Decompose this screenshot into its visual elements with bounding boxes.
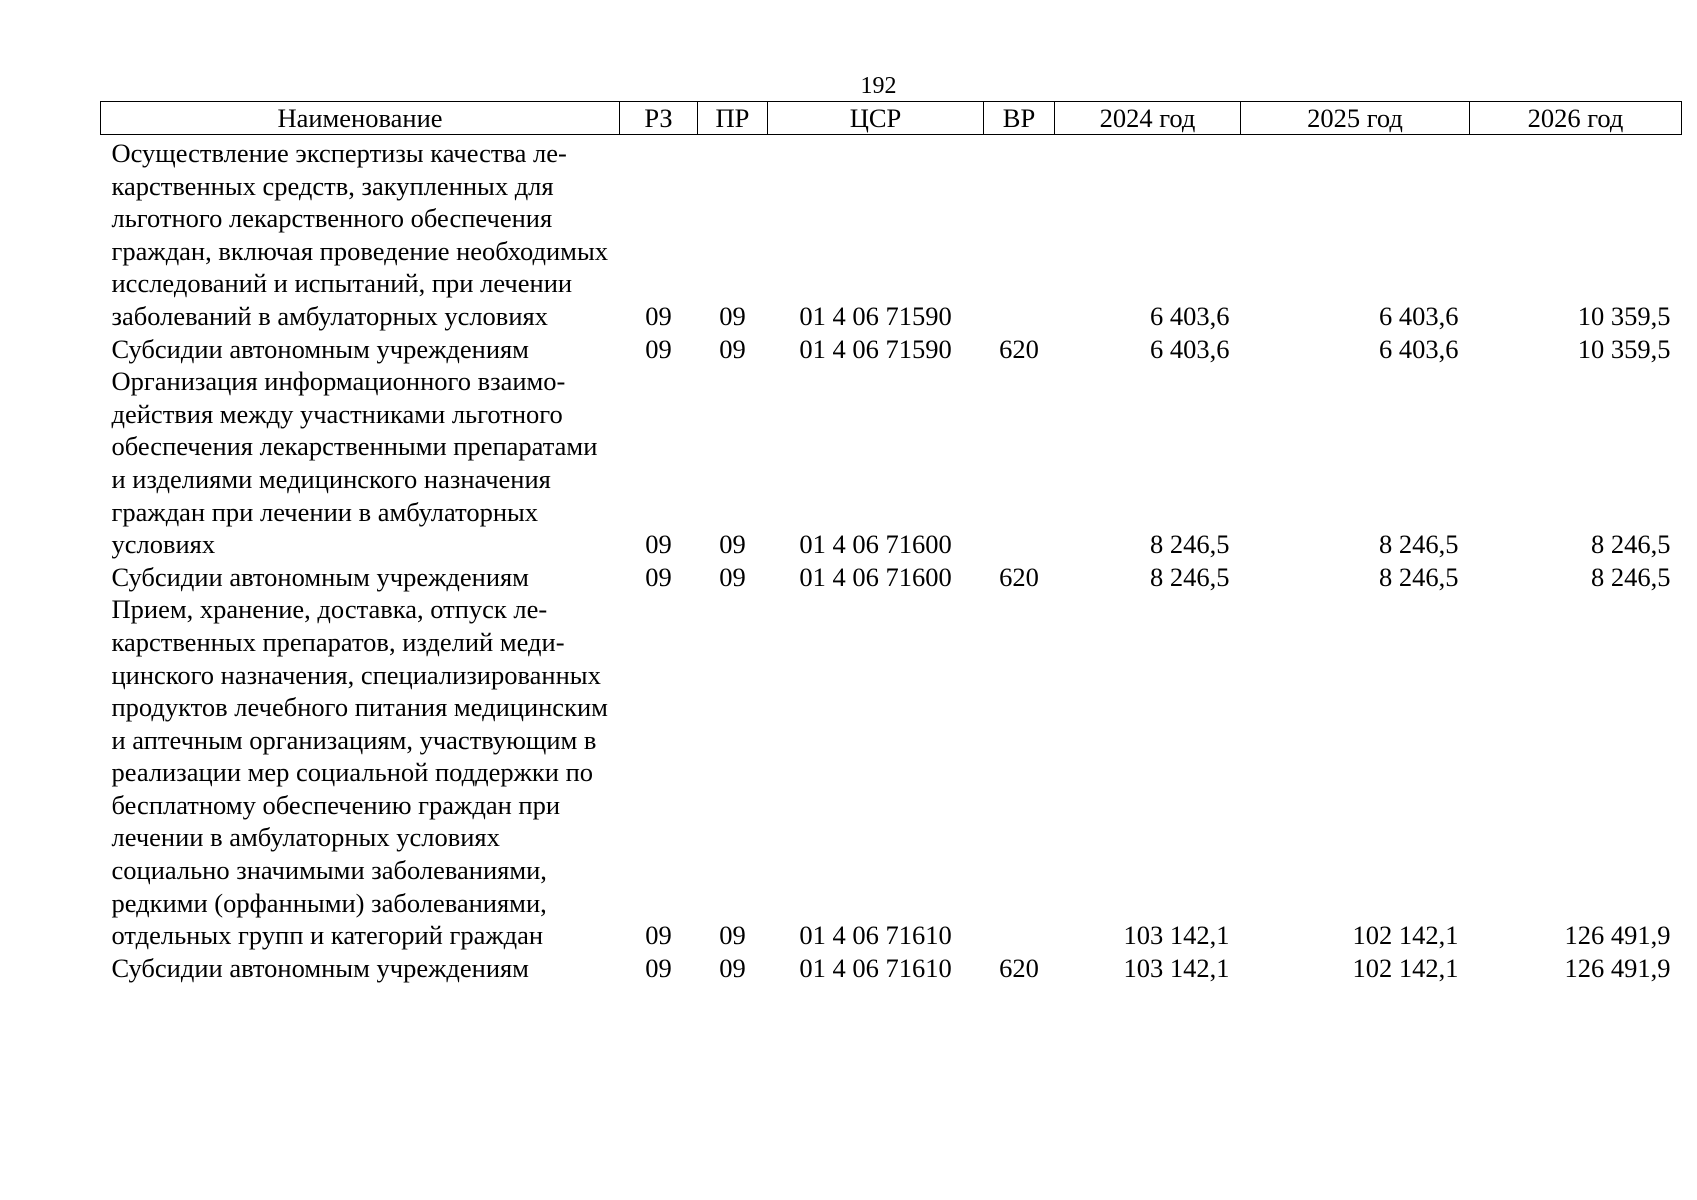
row-csr: 01 4 06 71610 <box>799 920 952 951</box>
row-vr: 620 <box>999 333 1039 364</box>
row-pr: 09 <box>719 529 746 560</box>
row-name: Субсидии автономным учреждениям <box>111 952 529 983</box>
row-rz: 09 <box>645 561 672 592</box>
row-2024: 8 246,5 <box>1150 529 1230 560</box>
row-2025: 102 142,1 <box>1352 952 1459 983</box>
row-rz: 09 <box>645 333 672 364</box>
header-2026: 2026 год <box>1470 102 1682 135</box>
row-csr: 01 4 06 71590 <box>799 333 952 364</box>
table-row <box>101 365 1682 561</box>
row-rz: 09 <box>645 952 672 983</box>
table-row <box>101 952 1682 985</box>
row-csr: 01 4 06 71600 <box>799 561 952 592</box>
table-row <box>101 333 1682 366</box>
row-pr: 09 <box>719 920 746 951</box>
row-vr: 620 <box>999 952 1039 983</box>
row-pr: 09 <box>719 333 746 364</box>
row-vr: 620 <box>999 561 1039 592</box>
row-rz: 09 <box>645 300 672 331</box>
table-row <box>101 593 1682 952</box>
row-pr: 09 <box>719 561 746 592</box>
table-row <box>101 135 1682 333</box>
header-2025: 2025 год <box>1241 102 1470 135</box>
row-rz: 09 <box>645 920 672 951</box>
row-2024: 8 246,5 <box>1150 561 1230 592</box>
header-rz: РЗ <box>620 102 698 135</box>
header-2024: 2024 год <box>1055 102 1241 135</box>
row-2025: 8 246,5 <box>1379 529 1459 560</box>
header-vr: ВР <box>984 102 1055 135</box>
row-2025: 102 142,1 <box>1352 920 1459 951</box>
row-2026: 126 491,9 <box>1564 920 1671 951</box>
page-number: 192 <box>860 73 897 99</box>
row-vr <box>984 593 1055 952</box>
row-2024: 6 403,6 <box>1150 333 1230 364</box>
row-csr: 01 4 06 71590 <box>799 300 952 331</box>
row-2026: 8 246,5 <box>1591 529 1671 560</box>
row-2024: 103 142,1 <box>1123 920 1230 951</box>
row-csr: 01 4 06 71600 <box>799 529 952 560</box>
row-name: Осуществление экспертизы качества лекарственных средств, закупленных для льготного лекарственного обеспечения граждан, включая проведение необходимых исследований и испытаний, при лечении заболеваний в амбулаторных условиях <box>111 138 608 331</box>
row-pr: 09 <box>719 952 746 983</box>
table-header-row <box>101 102 1682 135</box>
row-2024: 6 403,6 <box>1150 300 1230 331</box>
row-pr: 09 <box>719 300 746 331</box>
row-2025: 6 403,6 <box>1379 333 1459 364</box>
row-2026: 8 246,5 <box>1591 561 1671 592</box>
row-2026: 126 491,9 <box>1564 952 1671 983</box>
row-2026: 10 359,5 <box>1577 333 1671 364</box>
row-name: Субсидии автономным учреждениям <box>111 561 529 592</box>
header-pr: ПР <box>698 102 768 135</box>
row-csr: 01 4 06 71610 <box>799 952 952 983</box>
row-2024: 103 142,1 <box>1123 952 1230 983</box>
row-2025: 8 246,5 <box>1379 561 1459 592</box>
row-2026: 10 359,5 <box>1577 300 1671 331</box>
row-vr <box>984 365 1055 561</box>
row-rz: 09 <box>645 529 672 560</box>
header-csr: ЦСР <box>768 102 984 135</box>
row-vr <box>984 135 1055 333</box>
row-name: Организация информационного взаимодействия между участниками льготного обеспечения лекарственными препаратами и изделиями медицинского назначения граждан при лечении в амбулаторных условиях <box>111 366 598 560</box>
budget-table <box>100 101 1682 984</box>
row-name: Субсидии автономным учреждениям <box>111 333 529 364</box>
table-row <box>101 561 1682 594</box>
header-name: Наименование <box>101 102 620 135</box>
row-name: Прием, хранение, доставка, отпуск лекарственных препаратов, изделий медицинского назначения, специализированных продуктов лечебного питания медицинским и аптечным организациям, участвующим в реализации мер социальной поддержки по бесплатному обеспечению граждан при лечении в амбулаторных условиях социально значимыми заболеваниями, редкими (орфанными) заболеваниями, отдельных групп и категорий граждан <box>111 594 608 951</box>
row-2025: 6 403,6 <box>1379 300 1459 331</box>
